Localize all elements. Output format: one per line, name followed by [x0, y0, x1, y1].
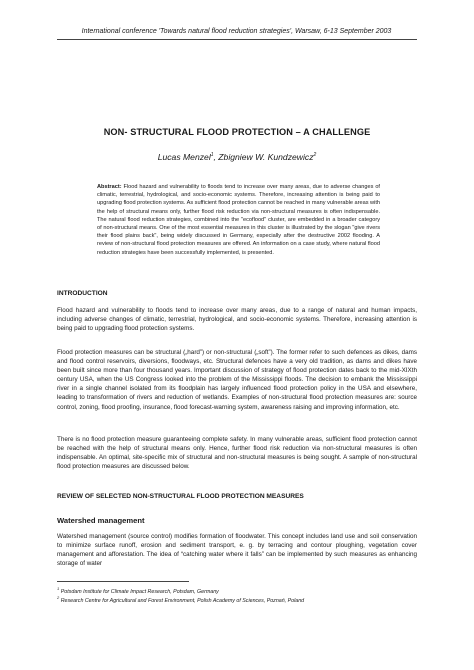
footnote — [57, 586, 417, 595]
subsection-heading-watershed: Watershed management — [57, 516, 145, 525]
footnote — [57, 595, 417, 604]
author-name: Lucas Menzel — [157, 152, 211, 162]
paragraph: Watershed management (source control) modifies formation of floodwater. This concept includes land use and soil conservation to minimize surface runoff, erosion and sediment transport, e. g. by terracing and contour ploughing, vegetation cover management and afforestation. The idea of “catching water where it falls” can be implemented by such measures as enhancing storage of water — [57, 533, 417, 568]
section-heading-review: REVIEW OF SELECTED NON-STRUCTURAL FLOOD PROTECTION MEASURES — [57, 493, 304, 500]
author-line — [57, 152, 417, 162]
header-rule — [57, 39, 417, 40]
abstract — [97, 183, 380, 257]
section-heading-introduction: INTRODUCTION — [57, 290, 108, 297]
paragraph: There is no flood protection measure guaranteeing complete safety. In many vulnerable areas, sufficient flood protection cannot be reached with the help of structural means only. Hence, further flood risk reduction via non-structural measures is often indispensable. An optimal, site-specific mix of structural and non-structural measures is being sought. A sample of non-structural flood protection measures are discussed below. — [57, 436, 417, 471]
paragraph: Flood hazard and vulnerability to floods tend to increase over many areas, due to a range of natural and human impacts, including adverse changes of climatic, terrestrial, hydrological, and socio-economic systems. Therefore, increasing attention is being paid to upgrading flood protection systems. — [57, 307, 417, 333]
running-head: International conference 'Towards natural flood reduction strategies', Warsaw, 6-13 September 2003 — [81, 28, 392, 35]
author-separator: , — [213, 152, 219, 162]
affiliation-mark: 1 — [210, 152, 214, 159]
affiliation-mark: 2 — [313, 152, 317, 159]
paper-title: NON- STRUCTURAL FLOOD PROTECTION – A CHALLENGE — [103, 127, 371, 137]
footnote-text: Research Centre for Agricultural and Forest Environment, Polish Academy of Sciences, Poznań, Poland — [60, 597, 305, 604]
abstract-label: Abstract: — [97, 184, 122, 190]
paragraph: Flood protection measures can be structural („hard”) or non-structural („soft”). The former refer to such defences as dikes, dams and flood control reservoirs, diversions, floodways, etc. Structural defences have a very old tradition, as dams and dikes have been built since more than four thousand years. Important discussion of strategy of flood protection dates back to the mid-XIXth century USA, when the US Congress looked into the problem of the Mississippi floods. The decision to embank the Mississippi river in a single channel isolated from its floodplain has largely influenced flood protection policy in the USA and elsewhere, leading to transformation of rivers and reduction of wetlands. Examples of non-structural flood protection measures are: source control, zoning, flood proofing, insurance, flood forecast-warning system, awareness raising and improving information, etc. — [57, 349, 417, 411]
footnote-mark: 1 — [57, 586, 60, 591]
footnote-text: Potsdam Institute for Climate Impact Research, Potsdam, Germany — [60, 588, 219, 595]
footnote-rule — [57, 581, 189, 582]
author-name: Zbigniew W. Kundzewicz — [218, 152, 314, 162]
footnote-mark: 2 — [57, 595, 60, 600]
abstract-text: Flood hazard and vulnerability to floods tend to increase over many areas, due to adverse changes of climatic, terrestrial, hydrological, and socio-economic systems. Therefore, increasing attention is being paid to upgrading flood protection systems. As sufficient flood protection cannot be reached in many vulnerable areas with the help of structural means only, further flood risk reduction via non-structural measures is often indispensable. The natural flood reduction strategies, combined into the "ecoflood" cluster, are embedded in a broader category of non-structural means. One of the most essential measures in this cluster is illustrated by the slogan "give rivers their flood plains back", being widely discussed in Germany, especially after the destructive 2002 flooding. A review of non-structural flood protection measures are offered. An information on a case study, where natural flood reduction strategies have been successfully implemented, is presented. — [97, 184, 380, 256]
